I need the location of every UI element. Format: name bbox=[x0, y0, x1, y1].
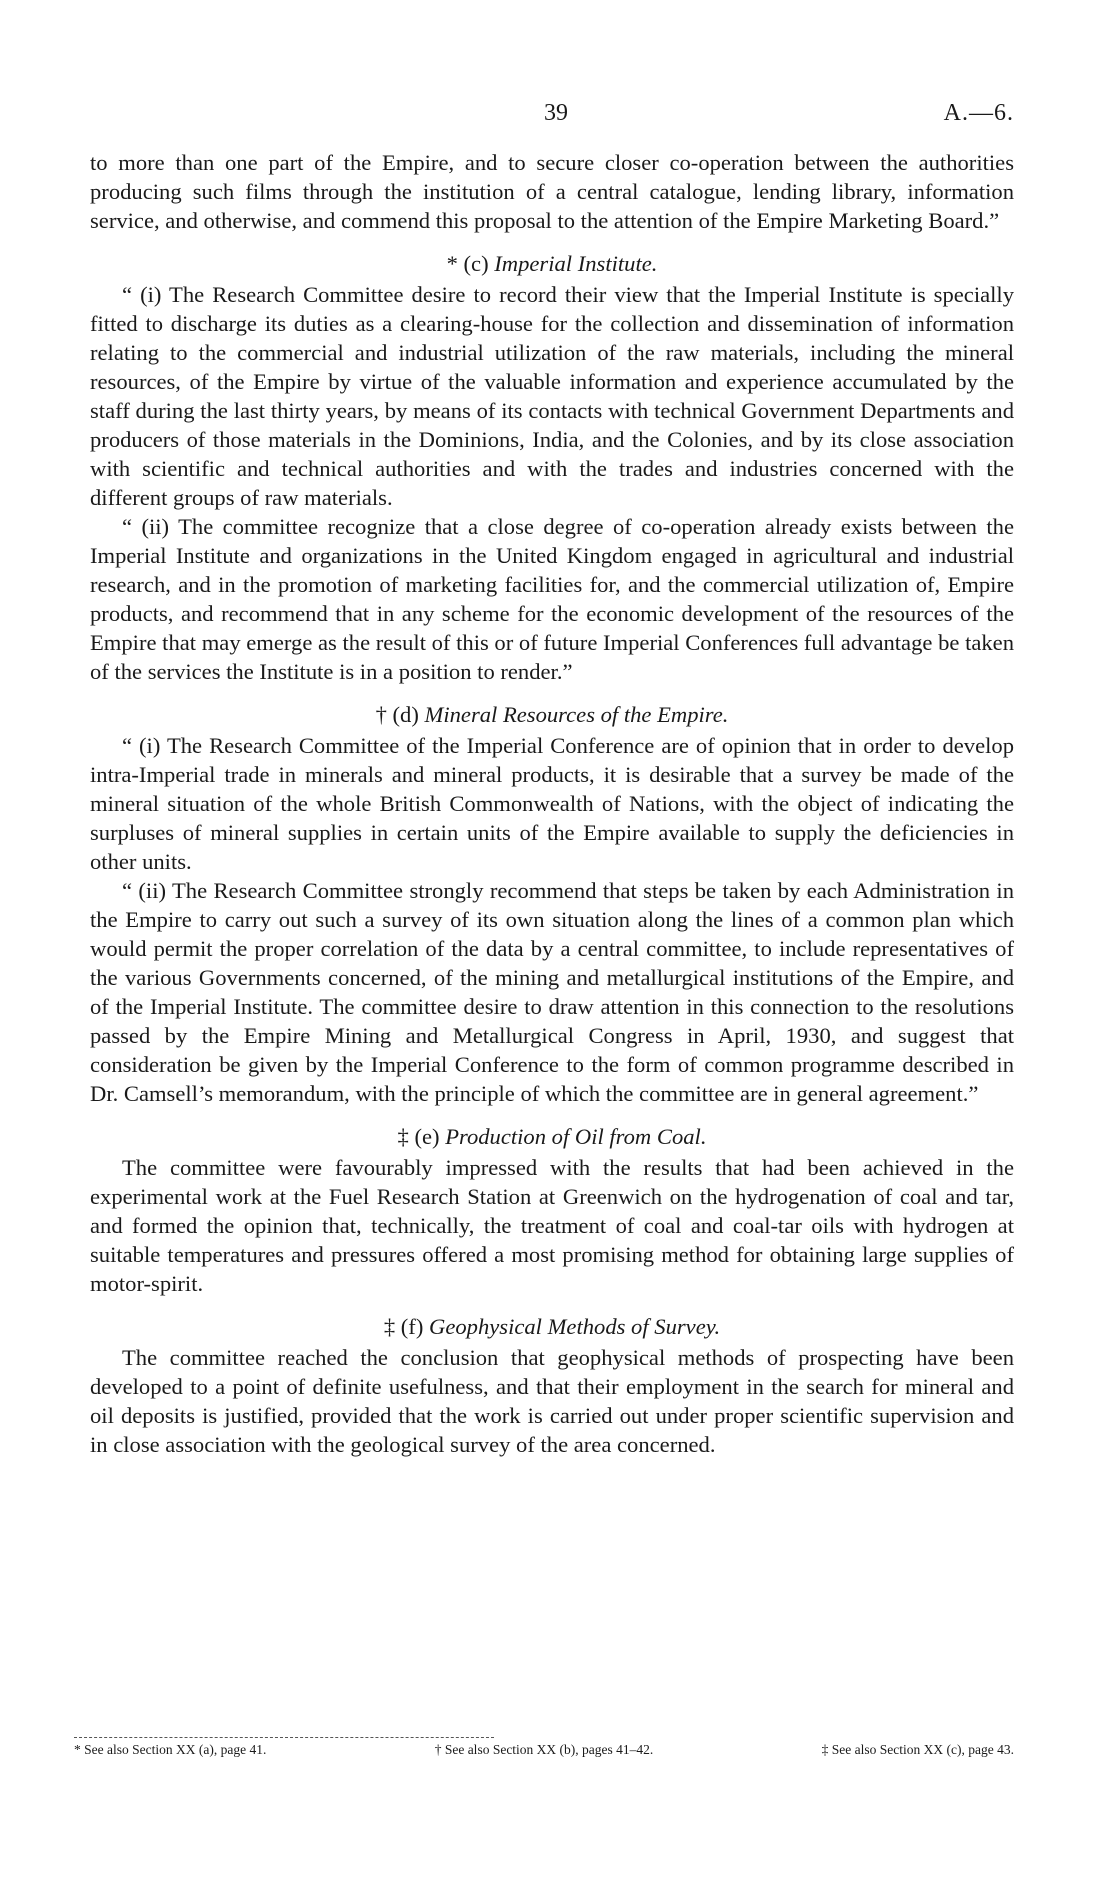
paragraph: The committee reached the conclusion that geophysical methods of prospecting have been developed to a point of definite usefulness, and that their employment in the search for mineral and oil deposits is justified, provided that the work is carried out under proper scientific supervision and in close association with the geological survey of the area concerned. bbox=[90, 1345, 1014, 1457]
document-reference: A.—6. bbox=[943, 100, 1014, 126]
footnote-marker: * bbox=[446, 251, 458, 276]
section-f bbox=[90, 1312, 1014, 1459]
section-title: Geophysical Methods of Survey. bbox=[429, 1314, 721, 1339]
section-label: (c) bbox=[463, 251, 489, 276]
section-label: (e) bbox=[414, 1124, 440, 1149]
section-heading bbox=[90, 1312, 1014, 1341]
intro-paragraph: to more than one part of the Empire, and to secure closer co-operation between the authorities producing such films through the institution of a central catalogue, lending library, information service, and otherwise, and commend this proposal to the attention of the Empire Marketing Board.” bbox=[90, 150, 1014, 233]
section-title: Mineral Resources of the Empire. bbox=[424, 702, 729, 727]
section-heading bbox=[90, 700, 1014, 729]
section-heading bbox=[90, 249, 1014, 278]
page-body bbox=[90, 148, 1014, 1459]
footnote-marker: ‡ bbox=[397, 1124, 409, 1149]
footnote: * See also Section XX (a), page 41. bbox=[74, 1742, 267, 1757]
footnote-marker: ‡ bbox=[383, 1314, 396, 1339]
section-title: Imperial Institute. bbox=[494, 251, 658, 276]
footnote-row bbox=[74, 1741, 1014, 1759]
page-header bbox=[0, 100, 1114, 140]
section-label: (f) bbox=[400, 1314, 424, 1339]
paragraph: The committee were favourably impressed with the results that had been achieved in the experimental work at the Fuel Research Station at Greenwich on the hydrogenation of coal and tar, and formed the opinion that, technically, the treatment of coal and coal-tar oils with hydrogen at suitable temperatures and pressures offered a most promising method for obtaining large supplies of motor-spirit. bbox=[90, 1155, 1014, 1296]
paragraph: “ (ii) The committee recognize that a close degree of co-operation already exists between the Imperial Institute and organizations in the United Kingdom engaged in agricultural and industrial research, and in the promotion of marketing facilities for, and the commercial utilization of, Empire products, and recommend that in any scheme for the economic development of the resources of the Empire that may emerge as the result of this or of future Imperial Conferences full advantage be taken of the services the Institute is in a position to render.” bbox=[90, 514, 1014, 684]
footnote-divider bbox=[74, 1737, 494, 1738]
section-label: (d) bbox=[392, 702, 419, 727]
page-number: 39 bbox=[544, 100, 568, 126]
section-title: Production of Oil from Coal. bbox=[445, 1124, 707, 1149]
footnote: ‡ See also Section XX (c), page 43. bbox=[821, 1742, 1014, 1757]
footnote: † See also Section XX (b), pages 41–42. bbox=[434, 1742, 654, 1757]
section-d bbox=[90, 700, 1014, 1108]
footnotes bbox=[74, 1737, 1014, 1759]
section-heading bbox=[90, 1122, 1014, 1151]
paragraph: “ (i) The Research Committee of the Imperial Conference are of opinion that in order to develop intra-Imperial trade in minerals and mineral products, it is desirable that a survey be made of the mineral situation of the whole British Commonwealth of Nations, with the object of indicating the surpluses of mineral supplies in certain units of the Empire available to supply the deficiencies in other units. bbox=[90, 733, 1014, 874]
footnote-marker: † bbox=[375, 702, 387, 727]
section-e bbox=[90, 1122, 1014, 1298]
paragraph: “ (i) The Research Committee desire to record their view that the Imperial Institute is specially fitted to discharge its duties as a clearing-house for the collection and dissemination of information relating to the commercial and industrial utilization of the raw materials, including the mineral resources, of the Empire by virtue of the valuable information and experience accumulated by the staff during the last thirty years, by means of its contacts with technical Government Departments and producers of those materials in the Dominions, India, and the Colonies, and by its close association with scientific and technical authorities and with the trades and industries concerned with the different groups of raw materials. bbox=[90, 282, 1014, 510]
paragraph: “ (ii) The Research Committee strongly recommend that steps be taken by each Administration in the Empire to carry out such a survey of its own situation along the lines of a common plan which would permit the proper correlation of the data by a central committee, to include representatives of the various Governments concerned, of the mining and metallurgical institutions of the Empire, and of the Imperial Institute. The committee desire to draw attention in this connection to the resolutions passed by the Empire Mining and Metallurgical Congress in April, 1930, and suggest that consideration be given by the Imperial Conference to the form of common programme described in Dr. Camsell’s memorandum, with the principle of which the committee are in general agreement.” bbox=[90, 878, 1014, 1106]
section-c bbox=[90, 249, 1014, 686]
